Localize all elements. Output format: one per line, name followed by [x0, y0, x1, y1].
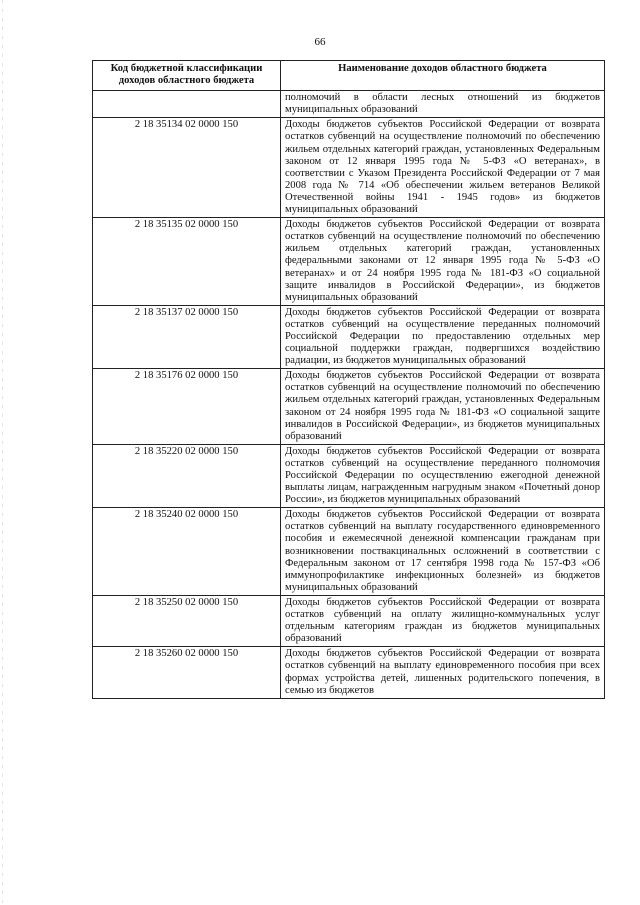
table-row — [93, 508, 605, 596]
table-row — [93, 305, 605, 368]
table-row — [93, 369, 605, 445]
row-code: 2 18 35220 02 0000 150 — [93, 444, 281, 507]
row-description: Доходы бюджетов субъектов Российской Федерации от возврата остатков субвенций на осуществление переданного полномочия Российской Федерации по осуществлению ежегодной денежной выплаты лицам, награжденным нагрудным знаком «Почетный донор России», из бюджетов муниципальных образований — [281, 444, 605, 507]
row-description: Доходы бюджетов субъектов Российской Федерации от возврата остатков субвенций на осуществление переданных полномочий Российской Федерации по предоставлению отдельных мер социальной поддержки граждан, подвергшихся воздействию радиации, из бюджетов муниципальных образований — [281, 305, 605, 368]
table-row — [93, 444, 605, 507]
page-number: 66 — [314, 36, 326, 48]
header-code: Код бюджетной классификации доходов областного бюджета — [93, 61, 281, 91]
scan-edge-artifact — [2, 0, 3, 905]
table-row — [93, 118, 605, 218]
row-code — [93, 91, 281, 118]
table-row — [93, 218, 605, 306]
header-name: Наименование доходов областного бюджета — [281, 61, 605, 91]
row-description: Доходы бюджетов субъектов Российской Федерации от возврата остатков субвенций на оплату жилищно-коммунальных услуг отдельным категориям граждан из бюджетов муниципальных образований — [281, 595, 605, 646]
row-code: 2 18 35137 02 0000 150 — [93, 305, 281, 368]
row-description: Доходы бюджетов субъектов Российской Федерации от возврата остатков субвенций на осуществление полномочий по обеспечению жильем отдельных категорий граждан, установленных Федеральным законом от 24 ноября 1995 года № 181-ФЗ «О социальной защите инвалидов в Российской Федерации», из бюджетов муниципальных образований — [281, 369, 605, 445]
row-code: 2 18 35134 02 0000 150 — [93, 118, 281, 218]
row-code: 2 18 35260 02 0000 150 — [93, 647, 281, 698]
table-row — [93, 595, 605, 646]
row-code: 2 18 35240 02 0000 150 — [93, 508, 281, 596]
row-description: Доходы бюджетов субъектов Российской Федерации от возврата остатков субвенций на выплату единовременного пособия при всех формах устройства детей, лишенных родительского попечения, в семью из бюджетов — [281, 647, 605, 698]
row-description: полномочий в области лесных отношений из бюджетов муниципальных образований — [281, 91, 605, 118]
table-row — [93, 91, 605, 118]
row-code: 2 18 35135 02 0000 150 — [93, 218, 281, 306]
row-description: Доходы бюджетов субъектов Российской Федерации от возврата остатков субвенций на осуществление полномочий по обеспечению жильем отдельных категорий граждан, установленных федеральными законами от 12 января 1995 года № 5-ФЗ «О ветеранах» и от 24 ноября 1995 года № 181-ФЗ «О социальной защите инвалидов в Российской Федерации», из бюджетов муниципальных образований — [281, 218, 605, 306]
row-description: Доходы бюджетов субъектов Российской Федерации от возврата остатков субвенций на осуществление полномочий по обеспечению жильем отдельных категорий граждан, установленных Федеральным законом от 12 января 1995 года № 5-ФЗ «О ветеранах», в соответствии с Указом Президента Российской Федерации от 7 мая 2008 года № 714 «Об обеспечении жильем ветеранов Великой Отечественной войны 1941 - 1945 годов» из бюджетов муниципальных образований — [281, 118, 605, 218]
row-code: 2 18 35250 02 0000 150 — [93, 595, 281, 646]
row-code: 2 18 35176 02 0000 150 — [93, 369, 281, 445]
budget-classification-table — [92, 60, 605, 699]
row-description: Доходы бюджетов субъектов Российской Федерации от возврата остатков субвенций на выплату государственного единовременного пособия и ежемесячной денежной компенсации гражданам при возникновении поствакцинальных осложнений в соответствии с Федеральным законом от 17 сентября 1998 года № 157-ФЗ «Об иммунопрофилактике инфекционных болезней» из бюджетов муниципальных образований — [281, 508, 605, 596]
table-row — [93, 647, 605, 698]
table-header-row — [93, 61, 605, 91]
